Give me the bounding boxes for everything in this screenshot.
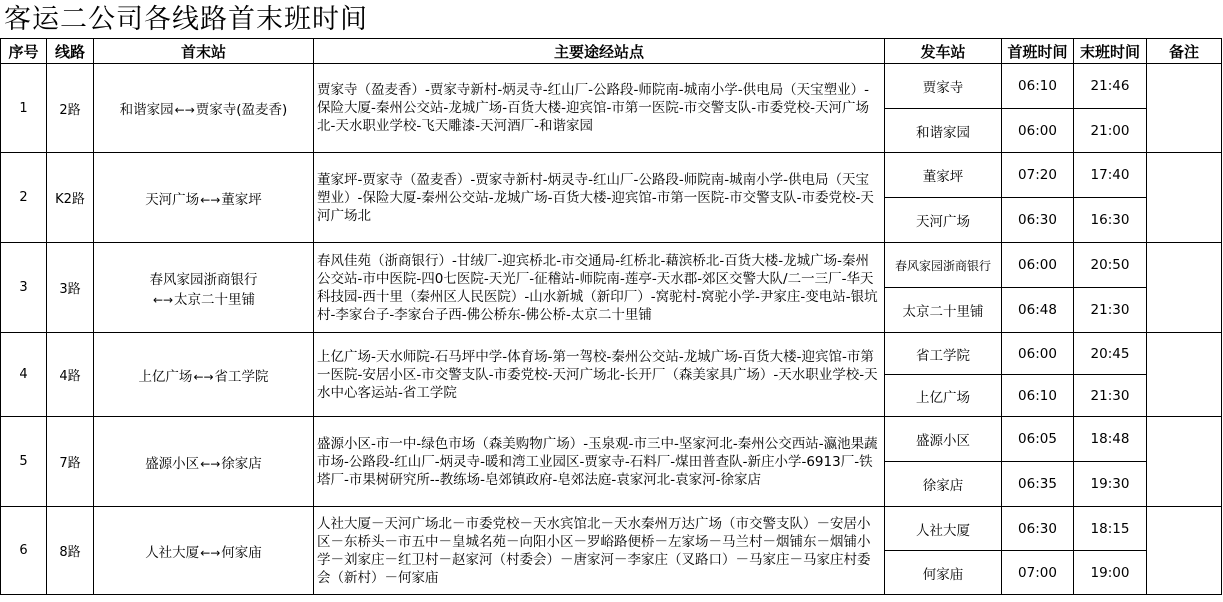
first-time: 06:00 bbox=[1002, 109, 1074, 153]
first-time: 06:48 bbox=[1002, 288, 1074, 333]
line-cell: 4路 bbox=[47, 333, 94, 417]
bidirectional-arrow-icon: ←→ bbox=[174, 103, 195, 117]
last-time: 21:00 bbox=[1074, 109, 1147, 153]
seq-cell: 6 bbox=[1, 507, 47, 595]
line-cell: K2路 bbox=[47, 153, 94, 243]
header-last: 末班时间 bbox=[1074, 39, 1147, 64]
bidirectional-arrow-icon: ←→ bbox=[152, 292, 174, 307]
depart-station: 省工学院 bbox=[885, 333, 1002, 375]
last-time: 21:46 bbox=[1074, 64, 1147, 109]
header-first: 首班时间 bbox=[1002, 39, 1074, 64]
table-row bbox=[1, 507, 1222, 551]
depart-station: 天河广场 bbox=[885, 198, 1002, 243]
last-time: 21:30 bbox=[1074, 288, 1147, 333]
terminal-from: 和谐家园 bbox=[119, 102, 174, 118]
bidirectional-arrow-icon: ←→ bbox=[200, 545, 221, 560]
depart-station: 上亿广场 bbox=[885, 375, 1002, 417]
table-row bbox=[1, 64, 1222, 109]
terminal-to: 何家庙 bbox=[221, 544, 262, 561]
note-cell bbox=[1147, 64, 1222, 153]
first-time: 06:30 bbox=[1002, 198, 1074, 243]
terminal-from: 上亿广场 bbox=[138, 368, 193, 385]
depart-station: 何家庙 bbox=[885, 551, 1002, 595]
header-depart: 发车站 bbox=[885, 39, 1002, 64]
terminal-to: 太京二十里铺 bbox=[174, 291, 256, 308]
first-time: 06:00 bbox=[1002, 243, 1074, 288]
line-cell: 8路 bbox=[47, 507, 94, 595]
note-cell bbox=[1147, 417, 1222, 507]
line-cell: 2路 bbox=[47, 64, 94, 153]
stops-cell: 董家坪-贾家寺（盈麦香）-贾家寺新村-炳灵寺-红山厂-公路段-师院南-城南小学-供电局（天宝塑业）-保险大厦-秦州公交站-龙城广场-百货大楼-迎宾馆-市第一医院-市交警支队-市委党校-天河广场北 bbox=[314, 153, 885, 243]
header-stops: 主要途经站点 bbox=[314, 39, 885, 64]
terminal-to: 省工学院 bbox=[214, 368, 269, 385]
first-time: 06:10 bbox=[1002, 64, 1074, 109]
stops-cell: 上亿广场-天水师院-石马坪中学-体育场-第一驾校-秦州公交站-龙城广场-百货大楼-迎宾馆-市第一医院-安居小区-市交警支队-市委党校-天河广场北-长开厂（森美家具广场）-天水职业学校-天水中心客运站-省工学院 bbox=[314, 333, 885, 417]
seq-cell: 1 bbox=[1, 64, 47, 153]
last-time: 17:40 bbox=[1074, 153, 1147, 198]
stops-cell: 盛源小区-市一中-绿色市场（森美购物广场）-玉泉观-市三中-坚家河北-秦州公交西站-瀛池果蔬市场-公路段-红山厂-炳灵寺-暖和湾工业园区-贾家寺-石料厂-煤田普查队-新庄小学-6913厂-铁塔厂-市果树研究所--教练场-皂郊镇政府-皂郊法庭-袁家河北-袁家河-徐家店 bbox=[314, 417, 885, 507]
terminals-cell bbox=[94, 507, 314, 595]
terminals-cell bbox=[94, 243, 314, 333]
terminals-cell bbox=[94, 333, 314, 417]
stops-cell: 春风佳苑（浙商银行）-甘绒厂-迎宾桥北-市交通局-红桥北-藉滨桥北-百货大楼-龙城广场-秦州公交站-市中医院-四0七医院-天光厂-征稽站-师院南-莲亭-天水郡-郊区交警大队/二一三厂-华天科技园-西十里（秦州区人民医院）-山水新城（新印厂）-窝驼村-窝驼小学-尹家庄-变电站-银坑村-李家台子-李家台子西-佛公桥东-佛公桥-太京二十里铺 bbox=[314, 243, 885, 333]
page-title: 客运二公司各线路首末班时间 bbox=[4, 4, 368, 35]
first-time: 07:20 bbox=[1002, 153, 1074, 198]
stops-cell: 人社大厦－天河广场北－市委党校－天水宾馆北－天水秦州万达广场（市交警支队）－安居小区－东桥头－市五中－皇城名苑－向阳小区－罗峪路便桥－左家场－马兰村－烟铺东－烟铺小学－刘家庄－红卫村－赵家河（村委会）－唐家河－李家庄（叉路口）－马家庄－马家庄村委会（新村）－何家庙 bbox=[314, 507, 885, 595]
first-time: 06:30 bbox=[1002, 507, 1074, 551]
seq-cell: 3 bbox=[1, 243, 47, 333]
note-cell bbox=[1147, 243, 1222, 333]
note-cell bbox=[1147, 507, 1222, 595]
header-terminals: 首末站 bbox=[94, 39, 314, 64]
last-time: 21:30 bbox=[1074, 375, 1147, 417]
table-row bbox=[1, 153, 1222, 198]
last-time: 18:48 bbox=[1074, 417, 1147, 462]
bidirectional-arrow-icon: ←→ bbox=[200, 456, 221, 471]
terminals-cell bbox=[94, 153, 314, 243]
depart-station: 人社大厦 bbox=[885, 507, 1002, 551]
seq-cell: 5 bbox=[1, 417, 47, 507]
stops-cell: 贾家寺（盈麦香）-贾家寺新村-炳灵寺-红山厂-公路段-师院南-城南小学-供电局（天宝塑业）-保险大厦-秦州公交站-龙城广场-百货大楼-迎宾馆-市第一医院-市交警支队-市委党校-天河广场北-天水职业学校-飞天雕漆-天河酒厂-和谐家园 bbox=[314, 64, 885, 153]
table-row bbox=[1, 333, 1222, 375]
last-time: 18:15 bbox=[1074, 507, 1147, 551]
first-time: 06:35 bbox=[1002, 462, 1074, 507]
seq-cell: 4 bbox=[1, 333, 47, 417]
depart-station: 徐家店 bbox=[885, 462, 1002, 507]
terminal-from: 春风家园浙商银行 bbox=[149, 271, 258, 288]
depart-station: 春风家园浙商银行 bbox=[885, 243, 1002, 288]
depart-station: 贾家寺 bbox=[885, 64, 1002, 109]
first-time: 07:00 bbox=[1002, 551, 1074, 595]
terminal-from: 天河广场 bbox=[145, 191, 200, 208]
depart-station: 盛源小区 bbox=[885, 417, 1002, 462]
depart-station: 和谐家园 bbox=[885, 109, 1002, 153]
header-seq: 序号 bbox=[1, 39, 47, 64]
terminal-from: 人社大厦 bbox=[145, 544, 200, 561]
first-time: 06:00 bbox=[1002, 333, 1074, 375]
table-row bbox=[1, 417, 1222, 462]
first-time: 06:10 bbox=[1002, 375, 1074, 417]
last-time: 19:00 bbox=[1074, 551, 1147, 595]
terminal-from: 盛源小区 bbox=[145, 455, 200, 472]
bidirectional-arrow-icon: ←→ bbox=[200, 192, 221, 207]
terminal-to: 徐家店 bbox=[221, 455, 262, 472]
last-time: 20:45 bbox=[1074, 333, 1147, 375]
depart-station: 董家坪 bbox=[885, 153, 1002, 198]
header-note: 备注 bbox=[1147, 39, 1222, 64]
header-row bbox=[1, 39, 1222, 64]
terminals-cell bbox=[94, 64, 314, 153]
terminals-cell bbox=[94, 417, 314, 507]
last-time: 19:30 bbox=[1074, 462, 1147, 507]
depart-station: 太京二十里铺 bbox=[885, 288, 1002, 333]
terminal-to: 董家坪 bbox=[221, 191, 262, 208]
table-row bbox=[1, 243, 1222, 288]
first-time: 06:05 bbox=[1002, 417, 1074, 462]
terminal-to: 贾家寺(盈麦香) bbox=[195, 102, 288, 118]
last-time: 16:30 bbox=[1074, 198, 1147, 243]
schedule-table bbox=[0, 38, 1222, 595]
note-cell bbox=[1147, 153, 1222, 243]
last-time: 20:50 bbox=[1074, 243, 1147, 288]
line-cell: 7路 bbox=[47, 417, 94, 507]
line-cell: 3路 bbox=[47, 243, 94, 333]
seq-cell: 2 bbox=[1, 153, 47, 243]
header-line: 线路 bbox=[47, 39, 94, 64]
bidirectional-arrow-icon: ←→ bbox=[193, 369, 214, 384]
note-cell bbox=[1147, 333, 1222, 417]
